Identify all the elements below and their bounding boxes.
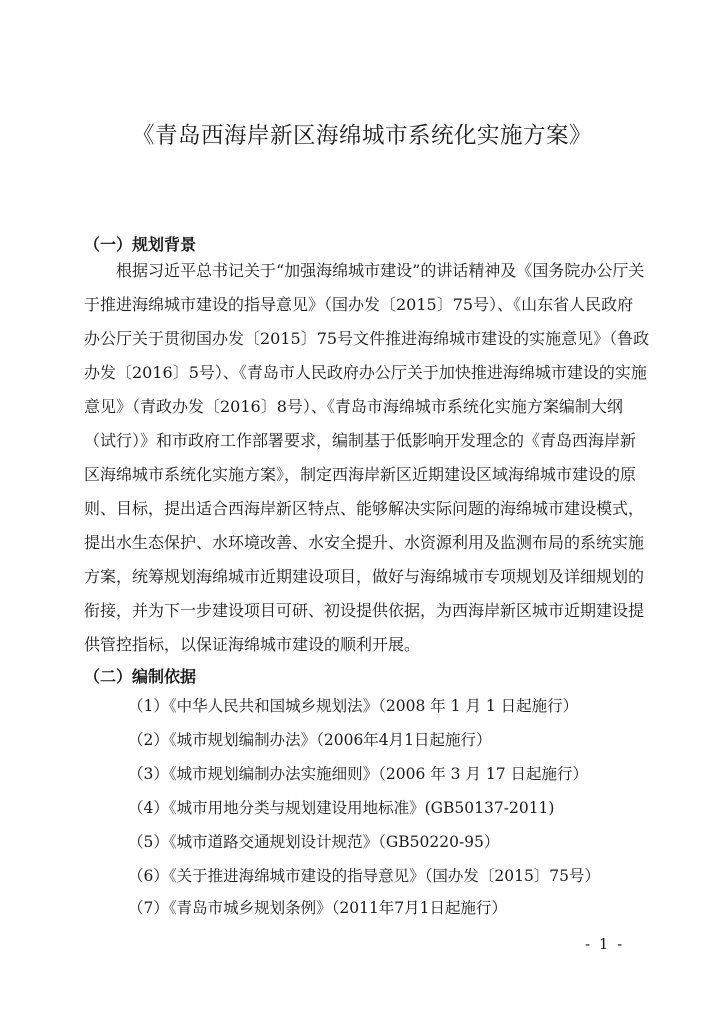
reference-item: （4）《城市用地分类与规划建设用地标准》(GB50137-2011) — [128, 799, 555, 817]
document-title: 《青岛西海岸新区海绵城市系统化实施方案》 — [131, 123, 592, 149]
paragraph-line: 办公厅关于贯彻国办发〔2015〕75号文件推进海绵城市建设的实施意见》（鲁政 — [84, 329, 650, 348]
paragraph-line: 于推进海绵城市建设的指导意见》（国办发〔2015〕75号）、《山东省人民政府 — [84, 295, 634, 314]
page-number: - 1 - — [585, 935, 625, 953]
paragraph-line: 办发〔2016〕5号）、《青岛市人民政府办公厅关于加快推进海绵城市建设的实施 — [84, 363, 647, 382]
paragraph-line: 区海绵城市系统化实施方案》，制定西海岸新区近期建设区域海绵城市建设的原 — [84, 465, 637, 484]
paragraph-line: 意见》（青政办发〔2016〕8号）、《青岛市海绵城市系统化实施方案编制大纲 — [84, 397, 623, 416]
paragraph-line: 方案，统筹规划海绵城市近期建设项目，做好与海绵城市专项规划及详细规划的 — [84, 567, 645, 586]
reference-item: （5）《城市道路交通规划设计规范》（GB50220-95） — [128, 833, 500, 851]
reference-item: （6）《关于推进海绵城市建设的指导意见》（国办发〔2015〕75号） — [128, 867, 601, 885]
paragraph-line: 衔接，并为下一步建设项目可研、初设提供依据，为西海岸新区城市近期建设提 — [84, 601, 645, 620]
section-heading-background: （一）规划背景 — [84, 235, 197, 254]
reference-item: （7）《青岛市城乡规划条例》（2011年7月1日起施行） — [128, 899, 508, 917]
paragraph-line: 提出水生态保护、水环境改善、水安全提升、水资源利用及监测布局的系统实施 — [84, 533, 645, 552]
paragraph-line: （试行）》和市政府工作部署要求，编制基于低影响开发理念的《青岛西海岸新 — [84, 431, 637, 450]
section-heading-basis: （二）编制依据 — [84, 667, 197, 686]
paragraph-line: 根据习近平总书记关于“加强海绵城市建设”的讲话精神及《国务院办公厅关 — [116, 261, 645, 280]
paragraph-line: 则、目标，提出适合西海岸新区特点、能够解决实际问题的海绵城市建设模式， — [84, 499, 645, 518]
reference-item: （2）《城市规划编制办法》（2006年4月1日起施行） — [128, 731, 492, 749]
reference-item: （3）《城市规划编制办法实施细则》（2006 年 3 月 17 日起施行） — [128, 765, 589, 783]
paragraph-line: 供管控指标，以保证海绵城市建设的顺利开展。 — [84, 635, 421, 654]
reference-item: （1）《中华人民共和国城乡规划法》（2008 年 1 月 1 日起施行） — [128, 697, 579, 715]
